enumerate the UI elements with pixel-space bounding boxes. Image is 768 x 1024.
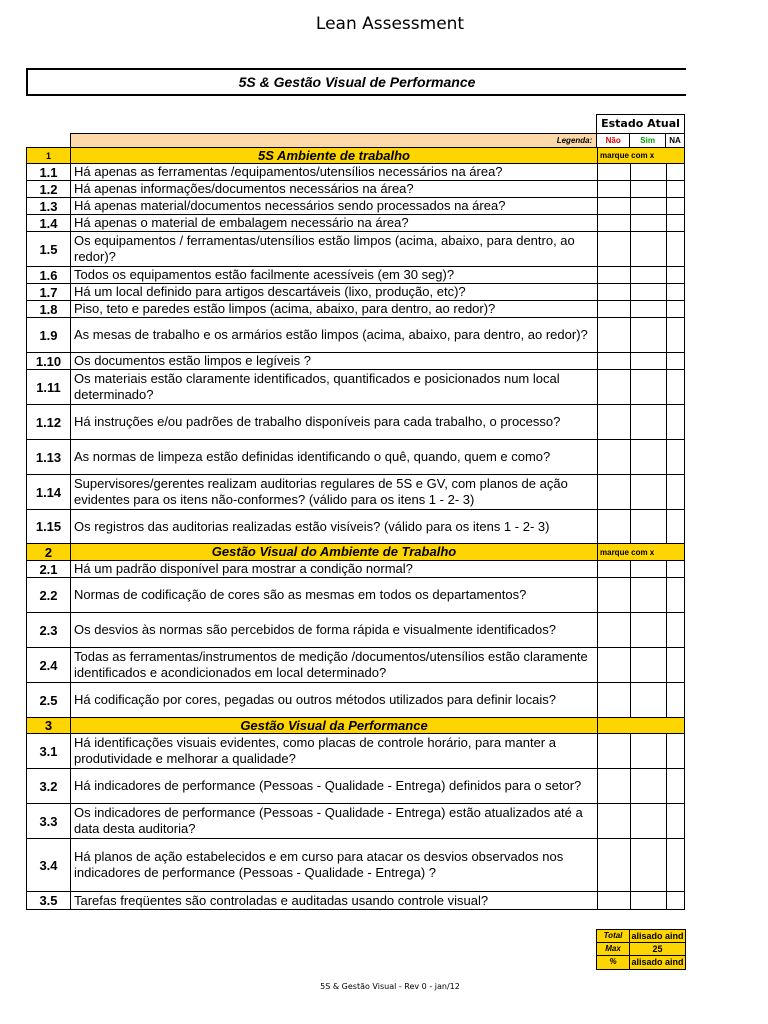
question-text <box>71 440 598 474</box>
table-row <box>27 232 684 267</box>
answer-cell-sim[interactable] <box>631 284 667 300</box>
answer-cell-nao[interactable] <box>598 284 631 300</box>
answer-cell-sim[interactable] <box>631 561 667 577</box>
question-text <box>71 648 598 682</box>
marque-label <box>598 718 686 733</box>
item-number: 1.7 <box>27 284 71 300</box>
section-header-3 <box>27 718 684 734</box>
table-row <box>27 215 684 232</box>
answer-cell-nao[interactable] <box>598 804 631 838</box>
answer-cell-na[interactable] <box>667 892 686 909</box>
marque-text: marque com x <box>600 151 655 160</box>
table-row <box>27 769 684 804</box>
section-title: Gestão Visual do Ambiente de Trabalho <box>71 544 598 560</box>
question-label: Os registros das auditorias realizadas estão visíveis? (válido para os itens 1 - 2- 3) <box>74 518 550 534</box>
question-label: Tarefas freqüentes são controladas e auditadas usando controle visual? <box>74 892 489 908</box>
question-text <box>71 198 598 214</box>
answer-cell-nao[interactable] <box>598 734 631 768</box>
table-row <box>27 440 684 475</box>
answer-cell-sim[interactable] <box>631 198 667 214</box>
answer-cell-na[interactable] <box>667 181 686 197</box>
answer-cell-sim[interactable] <box>631 181 667 197</box>
table-row <box>27 318 684 353</box>
answer-cell-sim[interactable] <box>631 353 667 369</box>
legend-row <box>70 133 685 147</box>
question-text <box>71 804 598 838</box>
question-text <box>71 215 598 231</box>
table-row <box>27 353 684 370</box>
item-number: 3.4 <box>27 839 71 891</box>
answer-cell-sim[interactable] <box>631 215 667 231</box>
answer-cell-na[interactable] <box>667 267 686 283</box>
question-label: Todas as ferramentas/instrumentos de medição /documentos/utensílios estão claramente identificados e acondicionados em local determinado? <box>74 649 588 680</box>
totals-value: alisado aind <box>631 957 684 967</box>
answer-cell-sim[interactable] <box>631 839 667 891</box>
question-label: Normas de codificação de cores são as mesmas em todos os departamentos? <box>74 587 527 602</box>
totals-label: % <box>597 956 630 969</box>
answer-cell-nao[interactable] <box>598 267 631 283</box>
totals-row-percent <box>597 956 685 969</box>
question-text <box>71 613 598 647</box>
item-number: 3.3 <box>27 804 71 838</box>
question-label: As mesas de trabalho e os armários estão limpos (acima, abaixo, para dentro, ao redor)? <box>74 327 588 342</box>
answer-cell-na[interactable] <box>667 769 686 803</box>
answer-cell-na[interactable] <box>667 440 686 474</box>
question-label: Há apenas informações/documentos necessários na área? <box>74 181 414 196</box>
totals-label: Max <box>597 943 630 955</box>
answer-cell-na[interactable] <box>667 405 686 439</box>
totals-box <box>596 929 686 970</box>
item-number: 1.14 <box>27 475 71 509</box>
answer-cell-nao[interactable] <box>598 839 631 891</box>
answer-cell-nao[interactable] <box>598 301 631 317</box>
question-label: Há um local definido para artigos descartáveis (lixo, produção, etc)? <box>74 284 466 299</box>
table-row <box>27 510 684 544</box>
answer-cell-na[interactable] <box>667 284 686 300</box>
question-text <box>71 353 598 369</box>
totals-value: alisado aind <box>631 931 684 941</box>
table-row <box>27 475 684 510</box>
table-row <box>27 370 684 405</box>
section-header-2 <box>27 544 684 561</box>
answer-cell-na[interactable] <box>667 683 686 717</box>
estado-atual-header: Estado Atual <box>596 114 685 133</box>
answer-cell-nao[interactable] <box>598 475 631 509</box>
answer-cell-nao[interactable] <box>598 892 631 909</box>
marque-label <box>598 544 686 560</box>
item-number: 2.4 <box>27 648 71 682</box>
section-title: 5S Ambiente de trabalho <box>71 148 598 163</box>
question-text <box>71 232 598 266</box>
section-title: Gestão Visual da Performance <box>71 718 598 733</box>
answer-cell-na[interactable] <box>667 734 686 768</box>
answer-cell-nao[interactable] <box>598 578 631 612</box>
answer-cell-nao[interactable] <box>598 510 631 543</box>
item-number: 3.2 <box>27 769 71 803</box>
table-row <box>27 164 684 181</box>
table-row <box>27 405 684 440</box>
answer-cell-sim[interactable] <box>631 578 667 612</box>
answer-cell-na[interactable] <box>667 370 686 404</box>
question-text <box>71 892 598 909</box>
question-label: Todos os equipamentos estão facilmente acessíveis (em 30 seg)? <box>74 267 455 282</box>
table-row <box>27 839 684 892</box>
answer-cell-na[interactable] <box>667 648 686 682</box>
table-row <box>27 683 684 718</box>
question-label: Há instruções e/ou padrões de trabalho disponíveis para cada trabalho, o processo? <box>74 414 561 429</box>
item-number: 1.15 <box>27 510 71 543</box>
item-number: 2.1 <box>27 561 71 577</box>
question-label: Os desvios às normas são percebidos de forma rápida e visualmente identificados? <box>74 622 556 637</box>
question-label: Os documentos estão limpos e legíveis ? <box>74 353 312 368</box>
table-row <box>27 734 684 769</box>
answer-cell-sim[interactable] <box>631 734 667 768</box>
answer-cell-na[interactable] <box>667 510 686 543</box>
table-row <box>27 198 684 215</box>
section-number: 1 <box>27 148 71 163</box>
totals-row-max <box>597 943 685 956</box>
table-row <box>27 648 684 683</box>
answer-cell-sim[interactable] <box>631 510 667 543</box>
item-number: 1.11 <box>27 370 71 404</box>
assessment-table <box>26 147 685 910</box>
answer-cell-sim[interactable] <box>631 232 667 266</box>
answer-cell-nao[interactable] <box>598 613 631 647</box>
question-label: Há apenas as ferramentas /equipamentos/utensílios necessários na área? <box>74 164 503 179</box>
marque-text: marque com x <box>600 547 655 557</box>
answer-cell-nao[interactable] <box>598 648 631 682</box>
answer-cell-na[interactable] <box>667 561 686 577</box>
answer-cell-nao[interactable] <box>598 164 631 180</box>
table-row <box>27 613 684 648</box>
page-footer: 5S & Gestão Visual - Rev 0 - jan/12 <box>320 982 460 991</box>
section-number: 3 <box>27 718 71 733</box>
question-label: Os materiais estão claramente identificados, quantificados e posicionados num local determinado? <box>74 371 560 402</box>
answer-cell-nao[interactable] <box>598 318 631 352</box>
answer-cell-sim[interactable] <box>631 804 667 838</box>
question-text <box>71 510 598 543</box>
question-label: Há apenas material/documentos necessários sendo processados na área? <box>74 198 506 213</box>
item-number: 1.4 <box>27 215 71 231</box>
legend-nao: Não <box>596 134 629 147</box>
item-number: 1.2 <box>27 181 71 197</box>
legend-sim: Sim <box>629 134 665 147</box>
answer-cell-na[interactable] <box>667 353 686 369</box>
totals-row-total <box>597 930 685 943</box>
answer-cell-sim[interactable] <box>631 370 667 404</box>
legend-label: Legenda: <box>71 134 596 147</box>
answer-cell-sim[interactable] <box>631 613 667 647</box>
question-text <box>71 683 598 717</box>
answer-cell-sim[interactable] <box>631 892 667 909</box>
answer-cell-sim[interactable] <box>631 267 667 283</box>
answer-cell-sim[interactable] <box>631 164 667 180</box>
table-row <box>27 301 684 318</box>
answer-cell-nao[interactable] <box>598 683 631 717</box>
answer-cell-na[interactable] <box>667 232 686 266</box>
answer-cell-nao[interactable] <box>598 561 631 577</box>
item-number: 2.3 <box>27 613 71 647</box>
page-title: Lean Assessment <box>315 14 465 34</box>
question-text <box>71 839 598 891</box>
answer-cell-nao[interactable] <box>598 215 631 231</box>
answer-cell-nao[interactable] <box>598 232 631 266</box>
table-row <box>27 181 684 198</box>
item-number: 1.10 <box>27 353 71 369</box>
item-number: 1.5 <box>27 232 71 266</box>
answer-cell-nao[interactable] <box>598 353 631 369</box>
section-number: 2 <box>27 544 71 560</box>
question-text <box>71 578 598 612</box>
question-label: Os indicadores de performance (Pessoas - Qualidade - Entrega) estão atualizados até a data desta auditoria? <box>74 805 583 836</box>
question-text <box>71 405 598 439</box>
question-text <box>71 734 598 768</box>
question-label: Há um padrão disponível para mostrar a condição normal? <box>74 561 413 576</box>
question-text <box>71 284 598 300</box>
answer-cell-na[interactable] <box>667 839 686 891</box>
question-label: Há planos de ação estabelecidos e em curso para atacar os desvios observados nos indicadores de performance (Pessoas - Qualidade - Entrega) ? <box>74 849 564 880</box>
question-label: Há indicadores de performance (Pessoas - Qualidade - Entrega) definidos para o setor? <box>74 778 582 793</box>
question-text <box>71 561 598 577</box>
item-number: 1.12 <box>27 405 71 439</box>
form-banner: 5S & Gestão Visual de Performance <box>26 68 686 96</box>
question-label: Há codificação por cores, pegadas ou outros métodos utilizados para definir locais? <box>74 692 556 707</box>
answer-cell-sim[interactable] <box>631 769 667 803</box>
item-number: 1.3 <box>27 198 71 214</box>
totals-value: 25 <box>630 943 685 955</box>
answer-cell-sim[interactable] <box>631 318 667 352</box>
question-text <box>71 164 598 180</box>
question-label: As normas de limpeza estão definidas identificando o quê, quando, quem e como? <box>74 449 551 464</box>
table-row <box>27 267 684 284</box>
answer-cell-sim[interactable] <box>631 648 667 682</box>
item-number: 2.5 <box>27 683 71 717</box>
answer-cell-na[interactable] <box>667 804 686 838</box>
answer-cell-na[interactable] <box>667 164 686 180</box>
legend-na: NA <box>665 134 684 147</box>
item-number: 1.13 <box>27 440 71 474</box>
question-text <box>71 301 598 317</box>
item-number: 2.2 <box>27 578 71 612</box>
question-text <box>71 370 598 404</box>
section-header-1 <box>27 148 684 164</box>
item-number: 1.1 <box>27 164 71 180</box>
item-number: 1.6 <box>27 267 71 283</box>
table-row <box>27 561 684 578</box>
question-text <box>71 267 598 283</box>
answer-cell-na[interactable] <box>667 475 686 509</box>
answer-cell-na[interactable] <box>667 613 686 647</box>
table-row <box>27 804 684 839</box>
answer-cell-nao[interactable] <box>598 181 631 197</box>
answer-cell-nao[interactable] <box>598 405 631 439</box>
table-row <box>27 284 684 301</box>
item-number: 1.9 <box>27 318 71 352</box>
question-text <box>71 318 598 352</box>
table-row <box>27 892 684 909</box>
answer-cell-na[interactable] <box>667 215 686 231</box>
item-number: 1.8 <box>27 301 71 317</box>
question-text <box>71 475 598 509</box>
answer-cell-na[interactable] <box>667 301 686 317</box>
answer-cell-sim[interactable] <box>631 475 667 509</box>
answer-cell-nao[interactable] <box>598 370 631 404</box>
table-row <box>27 578 684 613</box>
question-label: Piso, teto e paredes estão limpos (acima, abaixo, para dentro, ao redor)? <box>74 301 496 316</box>
totals-label: Total <box>597 930 630 942</box>
answer-cell-sim[interactable] <box>631 440 667 474</box>
question-label: Os equipamentos / ferramentas/utensílios estão limpos (acima, abaixo, para dentro, ao redor)? <box>74 233 575 264</box>
question-label: Supervisores/gerentes realizam auditorias regulares de 5S e GV, com planos de ação evidentes para os itens não-conformes? (válido para os itens 1 - 2- 3) <box>74 476 568 507</box>
answer-cell-nao[interactable] <box>598 440 631 474</box>
question-label: Há identificações visuais evidentes, como placas de controle horário, para manter a produtividade e melhorar a qualidade? <box>74 735 556 766</box>
answer-cell-sim[interactable] <box>631 405 667 439</box>
item-number: 3.1 <box>27 734 71 768</box>
answer-cell-nao[interactable] <box>598 769 631 803</box>
item-number: 3.5 <box>27 892 71 909</box>
answer-cell-na[interactable] <box>667 318 686 352</box>
question-text <box>71 181 598 197</box>
marque-label <box>598 148 686 163</box>
answer-cell-na[interactable] <box>667 198 686 214</box>
question-text <box>71 769 598 803</box>
question-label: Há apenas o material de embalagem necessário na área? <box>74 215 409 230</box>
answer-cell-sim[interactable] <box>631 683 667 717</box>
answer-cell-na[interactable] <box>667 578 686 612</box>
answer-cell-sim[interactable] <box>631 301 667 317</box>
answer-cell-nao[interactable] <box>598 198 631 214</box>
